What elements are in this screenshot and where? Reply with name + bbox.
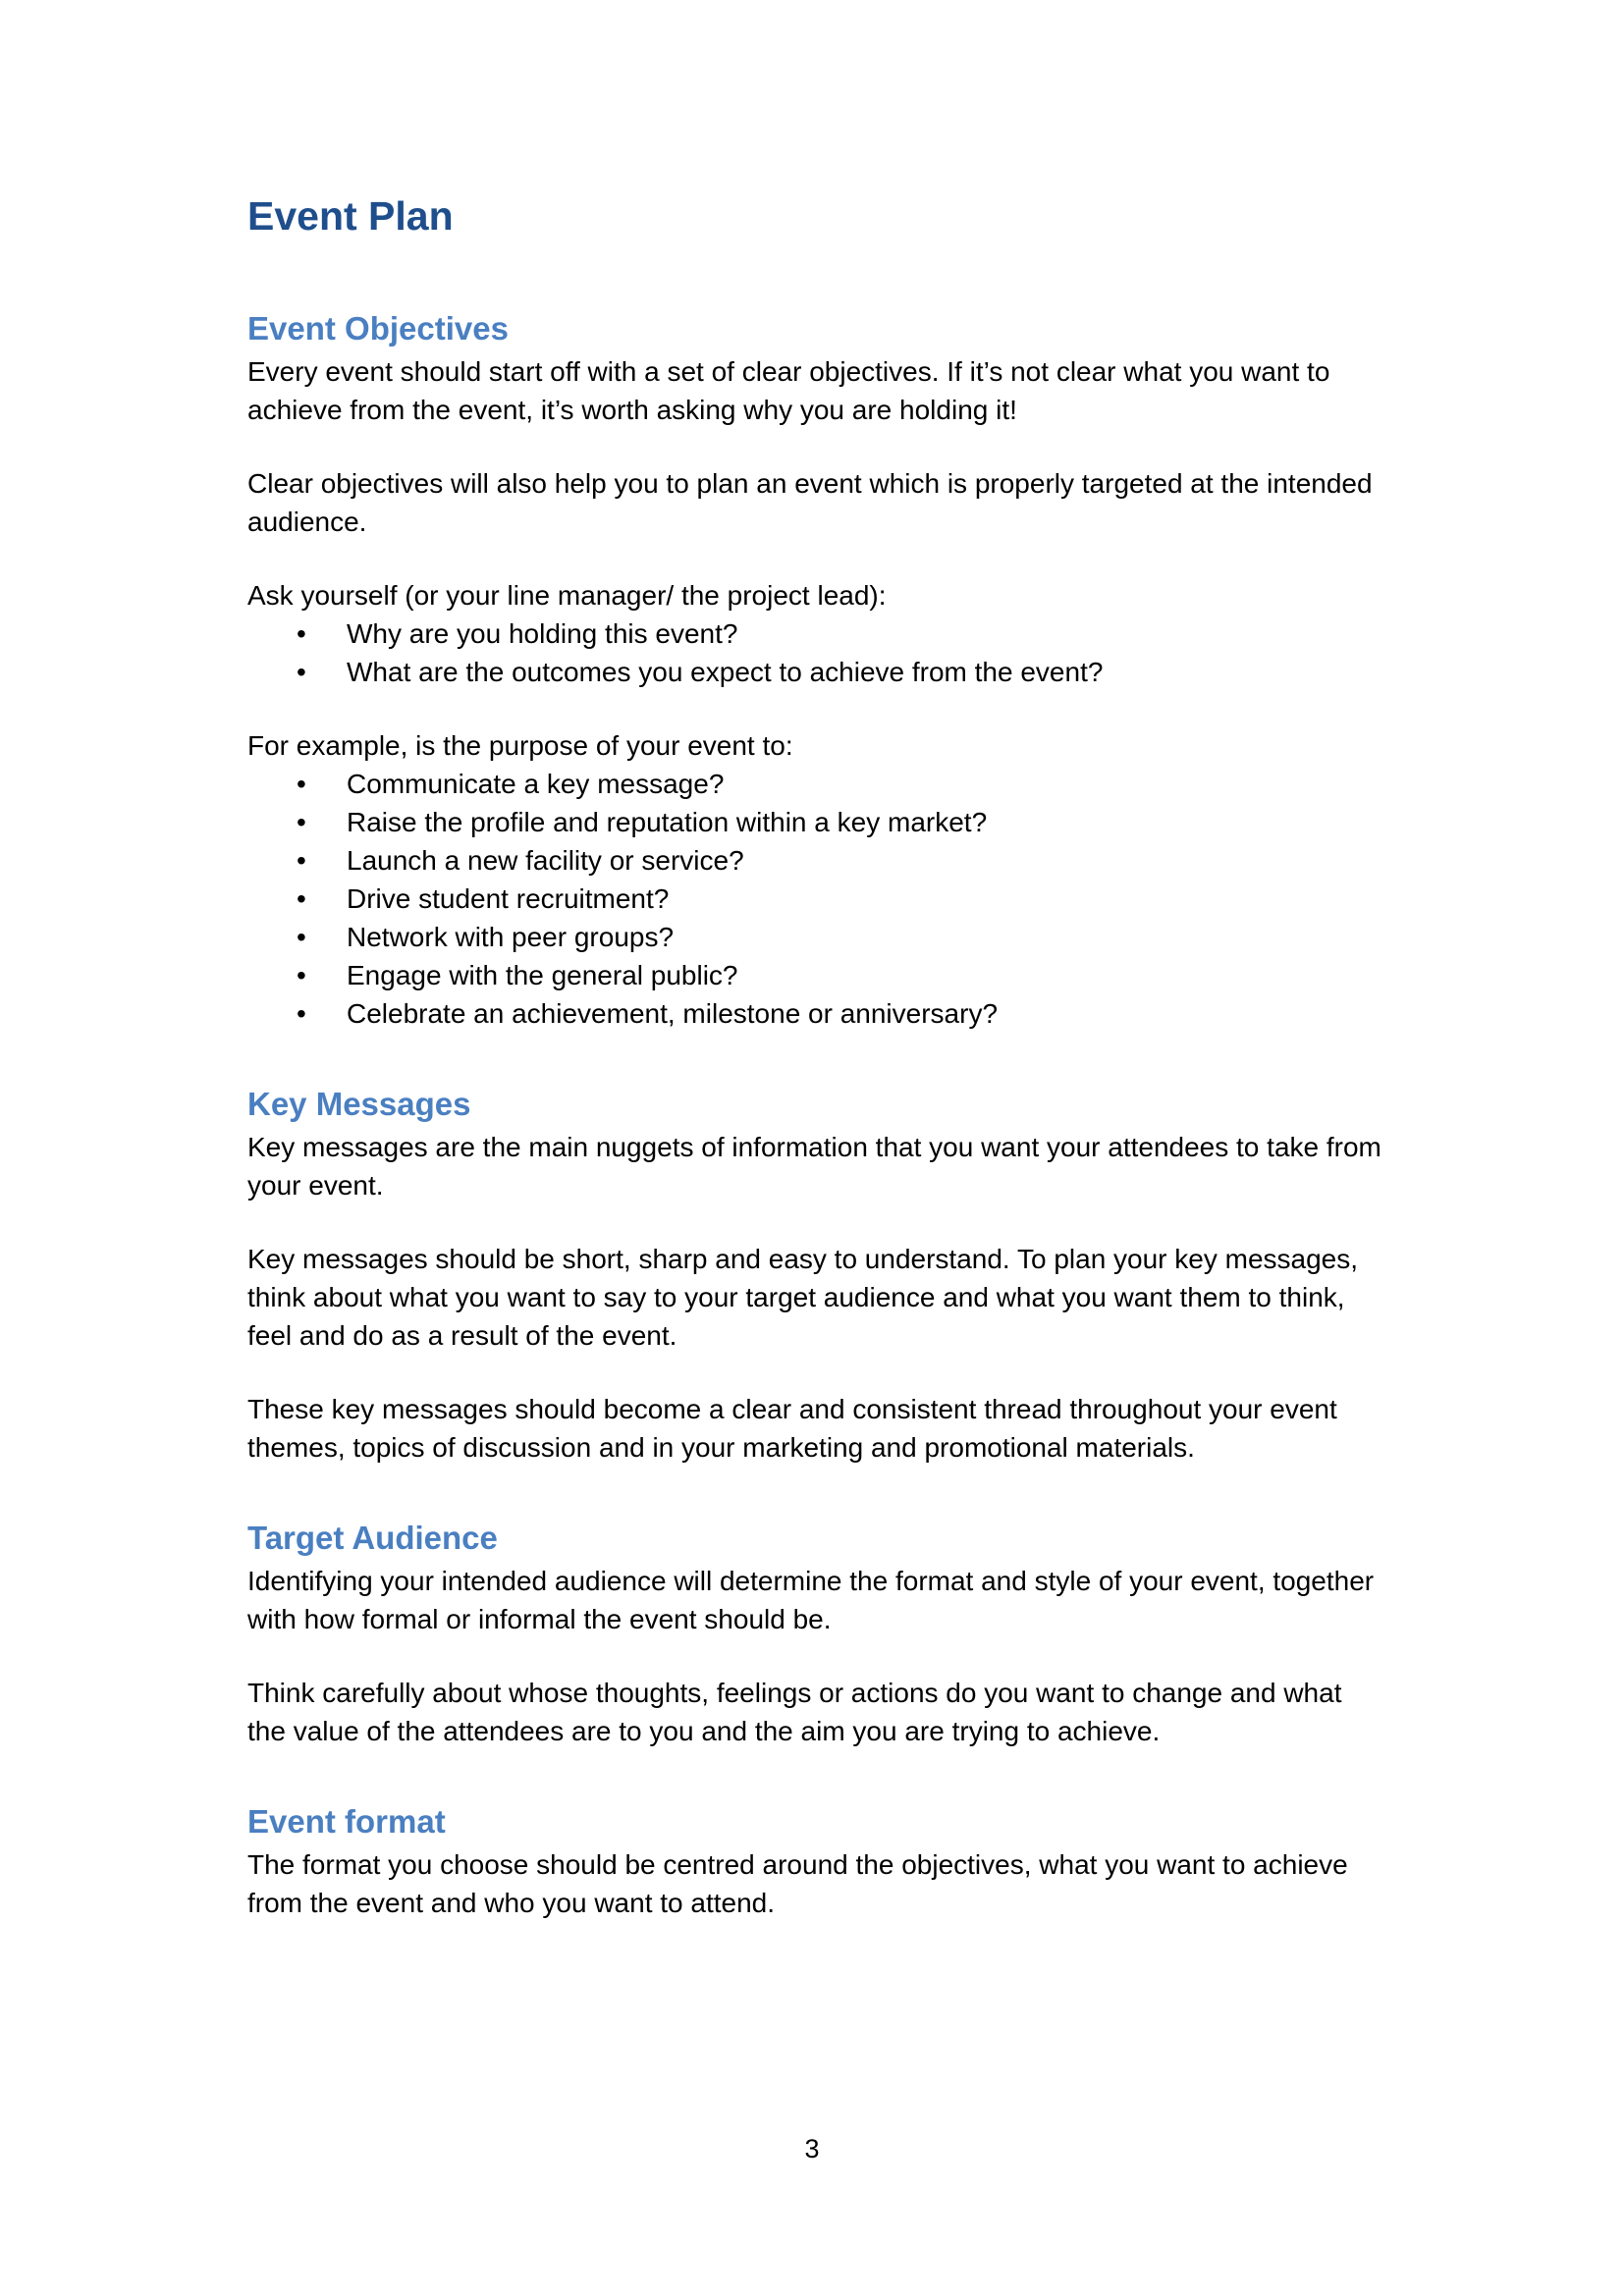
list-item: • Launch a new facility or service? <box>247 841 1386 880</box>
page-content <box>247 185 1386 1922</box>
objectives-paragraph-1: Every event should start off with a set of clear objectives. If it’s not clear what you want to achieve from the event, it’s worth asking why you are holding it! <box>247 356 1330 425</box>
page-number: 3 <box>804 2134 820 2163</box>
bullet-icon: • <box>297 845 306 876</box>
list-item: • Engage with the general public? <box>247 956 1386 994</box>
list-item: • Celebrate an achievement, milestone or anniversary? <box>247 994 1386 1033</box>
key-messages-paragraph-1: Key messages are the main nuggets of information that you want your attendees to take from your event. <box>247 1132 1381 1201</box>
list-item: • Communicate a key message? <box>247 765 1386 803</box>
objectives-paragraph-2: Clear objectives will also help you to plan an event which is properly targeted at the intended audience. <box>247 468 1373 537</box>
bullet-icon: • <box>297 769 306 799</box>
list-item: • Drive student recruitment? <box>247 880 1386 918</box>
target-audience-paragraph-2: Think carefully about whose thoughts, feelings or actions do you want to change and what the value of the attendees are to you and the aim you are trying to achieve. <box>247 1678 1342 1746</box>
section-heading-target-audience: Target Audience <box>247 1520 498 1556</box>
section-heading-objectives: Event Objectives <box>247 310 509 347</box>
bullet-icon: • <box>297 883 306 914</box>
list-item: • Network with peer groups? <box>247 918 1386 956</box>
list-item: • Raise the profile and reputation within a key market? <box>247 803 1386 841</box>
bullet-icon: • <box>297 807 306 837</box>
target-audience-paragraph-1: Identifying your intended audience will determine the format and style of your event, together with how formal or informal the event should be. <box>247 1566 1375 1634</box>
section-heading-key-messages: Key Messages <box>247 1086 471 1122</box>
section-heading-event-format: Event format <box>247 1803 446 1840</box>
ask-yourself-list <box>247 614 1386 691</box>
ask-yourself-intro: Ask yourself (or your line manager/ the project lead): <box>247 580 887 611</box>
list-item: • What are the outcomes you expect to achieve from the event? <box>247 653 1386 691</box>
bullet-icon: • <box>297 998 306 1029</box>
document-title: Event Plan <box>247 193 454 239</box>
event-format-paragraph-1: The format you choose should be centred around the objectives, what you want to achieve from the event and who you want to attend. <box>247 1849 1348 1918</box>
section-target-audience <box>247 1515 1386 1750</box>
section-event-objectives <box>247 305 1386 1033</box>
section-key-messages <box>247 1081 1386 1467</box>
bullet-icon: • <box>297 618 306 649</box>
bullet-icon: • <box>297 657 306 687</box>
example-purposes-list <box>247 765 1386 1033</box>
bullet-icon: • <box>297 922 306 952</box>
key-messages-paragraph-2: Key messages should be short, sharp and easy to understand. To plan your key messages, think about what you want to say to your target audience and what you want them to think, feel and do as a result of the event. <box>247 1244 1359 1351</box>
section-event-format <box>247 1798 1386 1922</box>
list-item: • Why are you holding this event? <box>247 614 1386 653</box>
key-messages-paragraph-3: These key messages should become a clear and consistent thread throughout your event themes, topics of discussion and in your marketing and promotional materials. <box>247 1394 1337 1463</box>
example-intro: For example, is the purpose of your event to: <box>247 730 793 761</box>
bullet-icon: • <box>297 960 306 990</box>
